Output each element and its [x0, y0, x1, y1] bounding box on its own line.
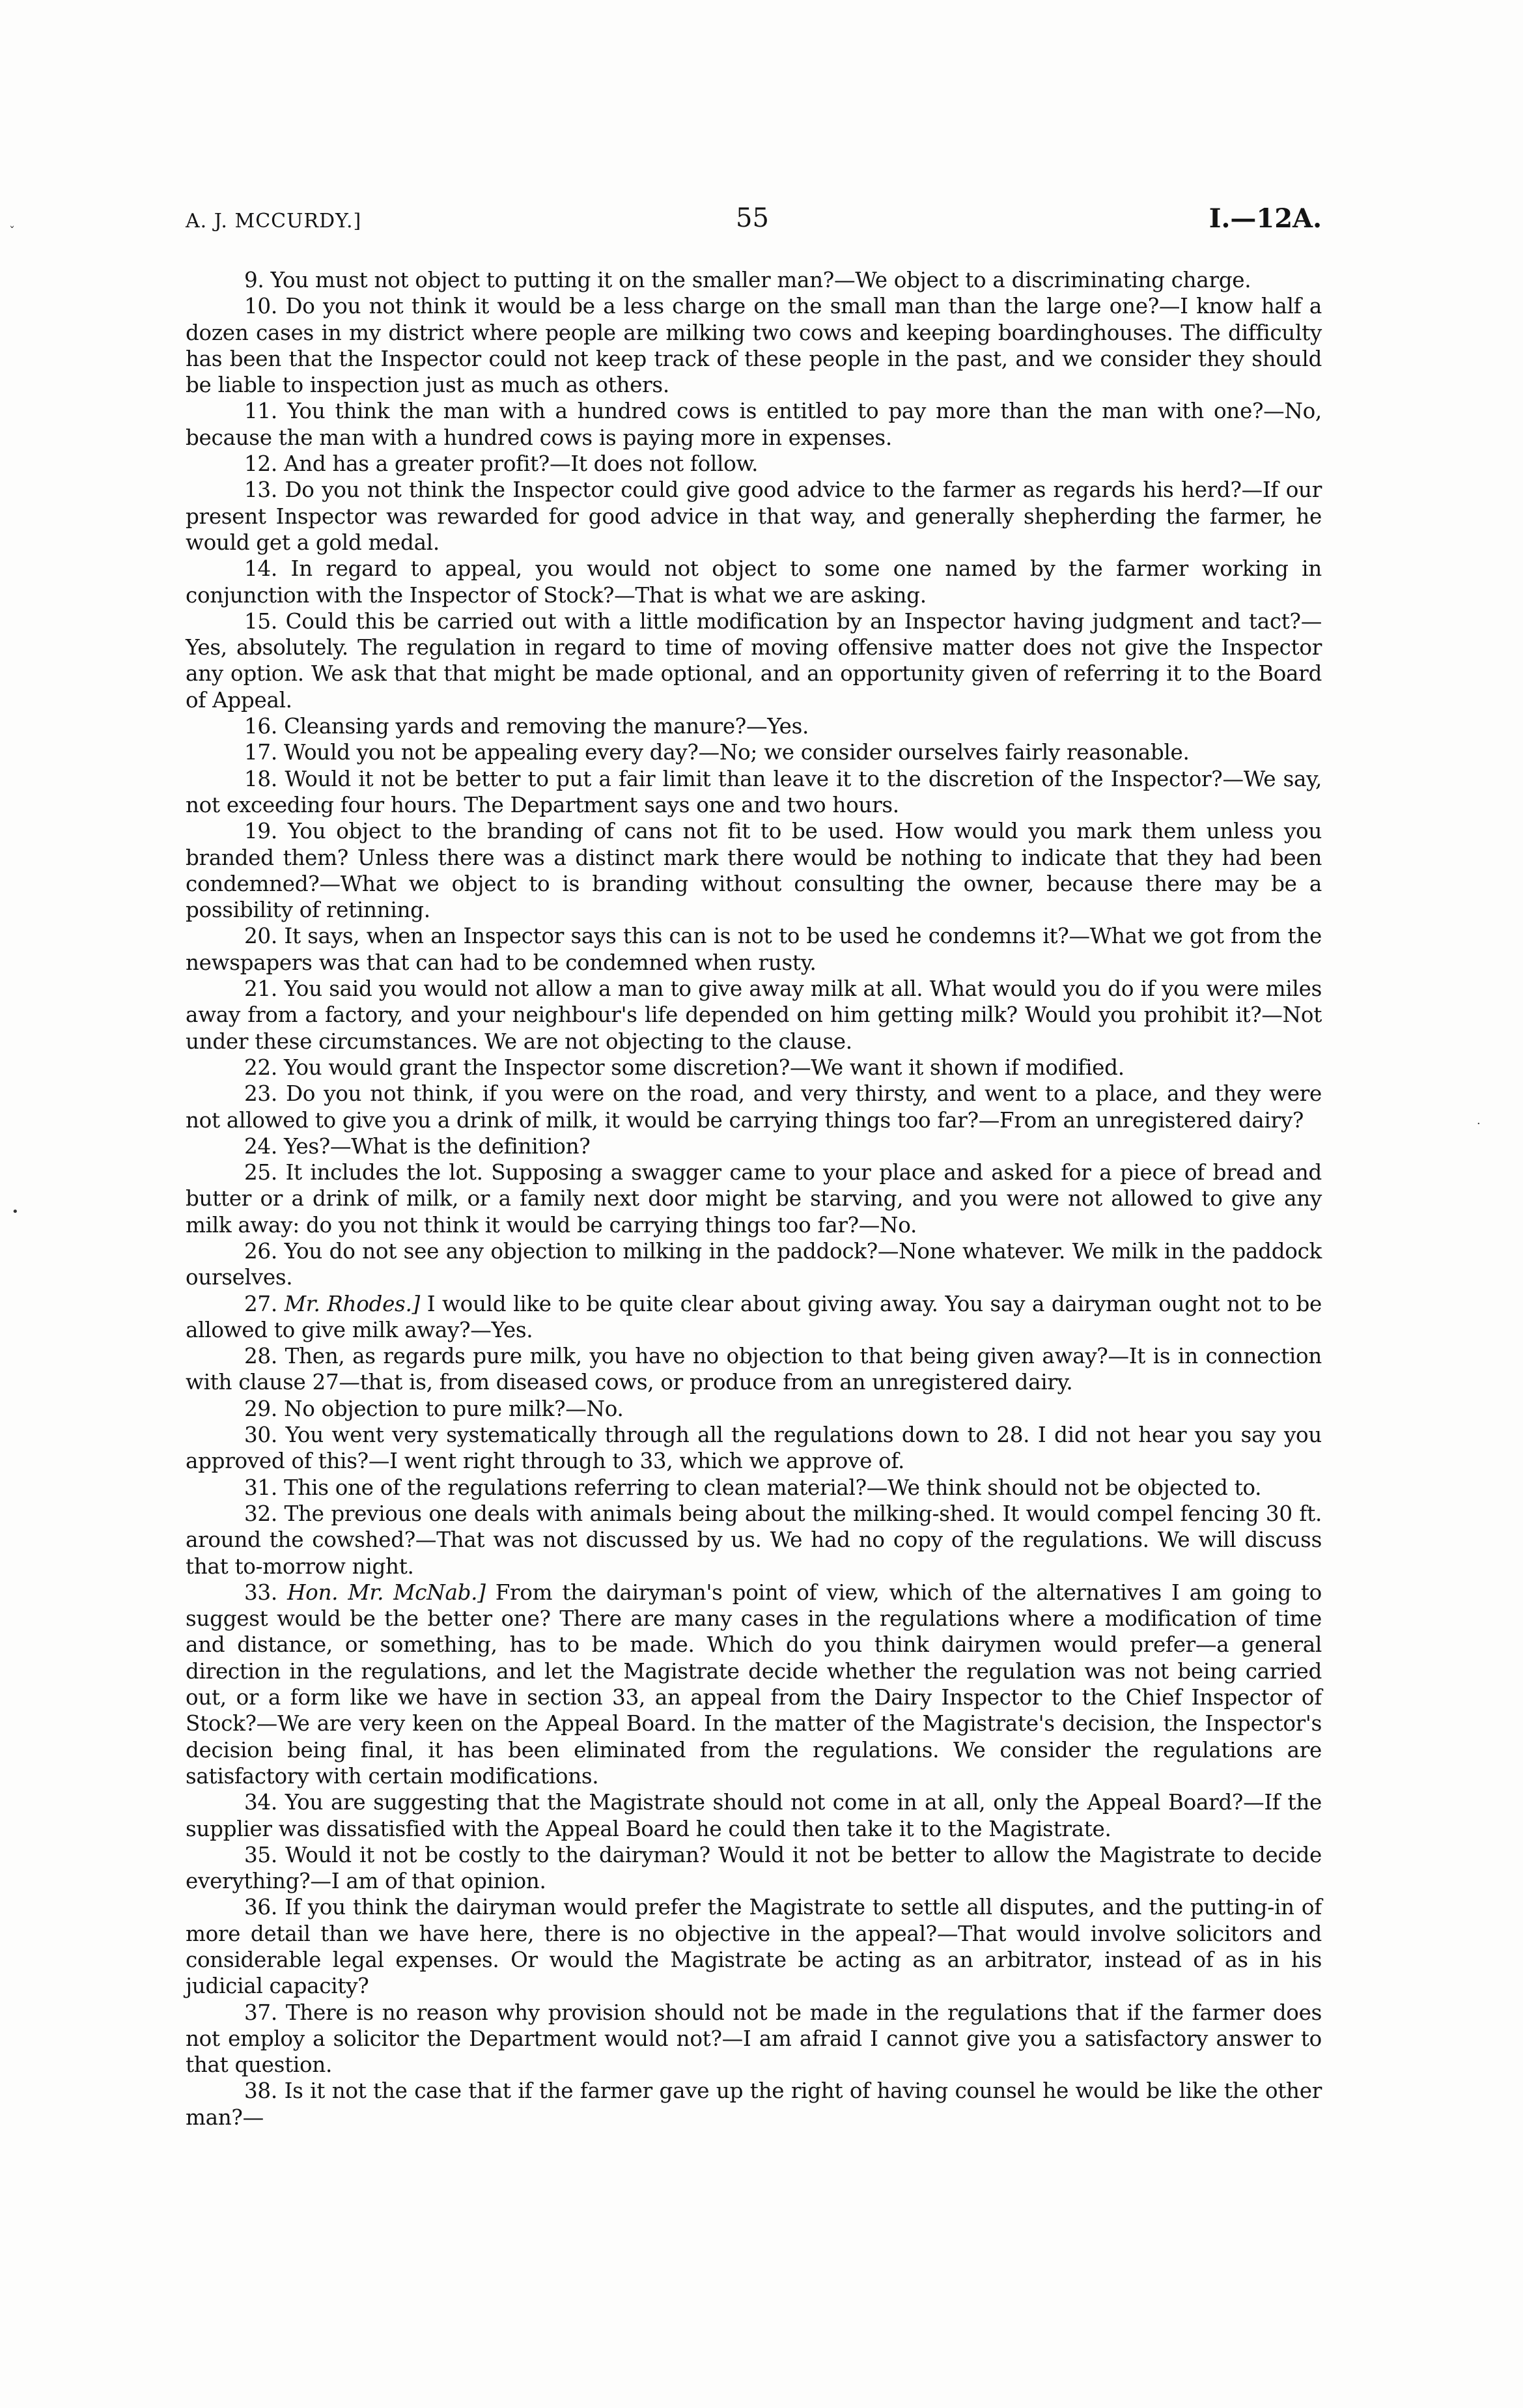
question-answer-text: You think the man with a hundred cows is entitled to pay more than the man with one?—No, because the man with a hundred cows is paying more in expenses. — [186, 399, 1322, 450]
question-answer-text: Do you not think it would be a less charge on the small man than the large one?—I know half a dozen cases in my district where people are milking two cows and keeping boardinghouses. The difficulty has been that the Inspector could not keep track of these people in the past, and we consider they should be liable to inspection just as much as others. — [186, 294, 1322, 398]
question-answer-text: It includes the lot. Supposing a swagger came to your place and asked for a piece of bread and butter or a drink of milk, or a family next door might be starving, and you were not allowed to give any milk away: do you not think it would be carrying things too far?—No. — [186, 1160, 1322, 1238]
question-answer-paragraph — [186, 1894, 1322, 1999]
question-answer-text: You must not object to putting it on the smaller man?—We object to a discriminating charge. — [270, 268, 1251, 292]
question-answer-text: Would you not be appealing every day?—No; we consider ourselves fairly reasonable. — [283, 740, 1190, 765]
speaker-name: Hon. Mr. McNab.] — [287, 1579, 486, 1605]
question-answer-text: There is no reason why provision should not be made in the regulations that if the farmer does not employ a solicitor the Department would not?—I am afraid I cannot give you a satisfactory answer to that question. — [186, 2000, 1322, 2078]
question-answer-paragraph — [186, 477, 1322, 556]
question-answer-paragraph — [186, 1789, 1322, 1842]
question-number: 31. — [244, 1475, 277, 1500]
question-number: 23. — [244, 1081, 277, 1107]
question-answer-paragraph — [186, 1396, 1322, 1422]
question-answer-text: This one of the regulations referring to clean material?—We think should not be objected to. — [283, 1475, 1262, 1500]
question-number: 20. — [244, 924, 277, 949]
question-answer-paragraph — [186, 398, 1322, 451]
question-number: 19. — [244, 819, 277, 844]
question-number: 11. — [244, 399, 277, 424]
question-answer-text: You would grant the Inspector some discretion?—We want it shown if modified. — [283, 1055, 1125, 1080]
question-answer-text: If you think the dairyman would prefer the Magistrate to settle all disputes, and the putting-in of more detail than we have here, there is no objective in the appeal?—That would involve solicitors and considerable legal expenses. Or would the Magistrate be acting as an arbitrator, instead of as in his judicial capacity? — [186, 1895, 1322, 1999]
question-answer-text: Yes?—What is the definition? — [283, 1133, 591, 1159]
question-answer-paragraph — [186, 1133, 1322, 1159]
margin-mark: • — [12, 1205, 19, 1219]
question-answer-text: You said you would not allow a man to give away milk at all. What would you do if you were miles away from a factory, and your neighbour's life depended on him getting milk? Would you prohibit it?—Not under these circumstances. We are not objecting to the clause. — [186, 976, 1322, 1054]
question-number: 9. — [244, 268, 264, 292]
question-answer-paragraph — [186, 923, 1322, 976]
question-answer-text: Would it not be costly to the dairyman? Would it not be better to allow the Magistrate to decide everything?—I am of that opinion. — [186, 1842, 1322, 1894]
question-number: 28. — [244, 1344, 277, 1369]
question-number: 34. — [244, 1790, 277, 1815]
question-answer-text: Then, as regards pure milk, you have no objection to that being given away?—It is in connection with clause 27—that is, from diseased cows, or produce from an unregistered dairy. — [186, 1344, 1322, 1395]
question-answer-text: Do you not think, if you were on the road, and very thirsty, and went to a place, and they were not allowed to give you a drink of milk, it would be carrying things too far?—From an unregistered dairy? — [186, 1081, 1322, 1133]
question-answer-paragraph — [186, 1501, 1322, 1579]
question-number: 27. — [244, 1291, 277, 1316]
question-number: 36. — [244, 1895, 277, 1920]
question-number: 22. — [244, 1055, 277, 1080]
question-answer-paragraph — [186, 818, 1322, 923]
question-answer-text: You went very systematically through all the regulations down to 28. I did not hear you say you approved of this?—I went right through to 33, which we approve of. — [186, 1423, 1322, 1474]
question-answer-paragraph — [186, 1159, 1322, 1238]
question-number: 13. — [244, 477, 277, 503]
question-answer-text: You object to the branding of cans not fit to be used. How would you mark them unless you branded them? Unless there was a distinct mark there would be nothing to indicate that they had been condemned?—What we object to is branding without consulting the owner, because there may be a possibility of retinning. — [186, 819, 1322, 923]
question-number: 30. — [244, 1423, 277, 1448]
question-number: 35. — [244, 1842, 277, 1867]
question-answer-paragraph — [186, 556, 1322, 608]
question-answer-text: In regard to appeal, you would not object to some one named by the farmer working in conjunction with the Inspector of Stock?—That is what we are asking. — [186, 556, 1322, 608]
question-number: 33. — [244, 1579, 277, 1605]
question-answer-text: Cleansing yards and removing the manure?—Yes. — [283, 714, 809, 739]
document-reference: I.—12A. — [1209, 203, 1322, 234]
question-answer-paragraph — [186, 2078, 1322, 2131]
question-answer-paragraph — [186, 2000, 1322, 2078]
question-number: 17. — [244, 740, 277, 765]
question-number: 15. — [244, 608, 277, 634]
question-answer-paragraph — [186, 267, 1322, 293]
question-answer-text: Is it not the case that if the farmer gave up the right of having counsel he would be like the other man?— — [186, 2078, 1322, 2130]
question-answer-text: You are suggesting that the Magistrate should not come in at all, only the Appeal Board?—If the supplier was dissatisfied with the Appeal Board he could then take it to the Magistrate. — [186, 1790, 1322, 1841]
question-number: 29. — [244, 1396, 277, 1421]
margin-mark: ˇ — [9, 225, 15, 238]
question-number: 12. — [244, 451, 277, 477]
question-number: 18. — [244, 766, 277, 791]
question-answer-text: Could this be carried out with a little modification by an Inspector having judgment and tact?—Yes, absolutely. The regulation in regard to time of moving offensive matter does not give the Inspector any option. We ask that that might be made optional, and an opportunity given of referring it to the Board of Appeal. — [186, 608, 1322, 713]
question-answer-text: Do you not think the Inspector could give good advice to the farmer as regards his herd?—If our present Inspector was rewarded for good advice in that way, and generally shepherding the farmer, he would get a gold medal. — [186, 477, 1322, 555]
question-number: 16. — [244, 714, 277, 739]
question-answer-paragraph — [186, 1842, 1322, 1895]
question-answer-paragraph — [186, 1579, 1322, 1789]
question-answer-text: From the dairyman's point of view, which of the alternatives I am going to suggest would be the better one? There are many cases in the regulations where a modification of time and distance, or something, has to be made. Which do you think dairymen would prefer—a general direction in the regulations, and let the Magistrate decide whether the regulation was not being carried out, or a form like we have in section 33, an appeal from the Dairy Inspector to the Chief Inspector of Stock?—We are very keen on the Appeal Board. In the matter of the Magistrate's decision, the Inspector's decision being final, it has been eliminated from the regulations. We consider the regulations are satisfactory with certain modifications. — [186, 1579, 1322, 1789]
question-number: 25. — [244, 1160, 277, 1185]
question-number: 14. — [244, 556, 277, 582]
speaker-name: Mr. Rhodes.] — [284, 1291, 420, 1316]
question-answer-paragraph — [186, 1055, 1322, 1081]
question-answer-paragraph — [186, 713, 1322, 739]
testimony-body — [186, 267, 1322, 2131]
question-answer-text: The previous one deals with animals being about the milking-shed. It would compel fencing 30 ft. around the cowshed?—That was not discussed by us. We had no copy of the regulations. We will discuss that to-morrow night. — [186, 1501, 1322, 1579]
question-answer-paragraph — [186, 1238, 1322, 1291]
page-number: 55 — [736, 203, 769, 233]
question-answer-text: And has a greater profit?—It does not follow. — [283, 451, 759, 477]
question-number: 26. — [244, 1238, 277, 1264]
question-answer-paragraph — [186, 976, 1322, 1055]
page-header — [186, 203, 1322, 242]
question-answer-text: No objection to pure milk?—No. — [283, 1396, 624, 1421]
question-answer-text: You do not see any objection to milking in the paddock?—None whatever. We milk in the paddock ourselves. — [186, 1238, 1322, 1290]
question-answer-paragraph — [186, 451, 1322, 477]
question-answer-paragraph — [186, 1475, 1322, 1501]
header-witness-name: A. J. MCCURDY.] — [186, 210, 362, 233]
question-number: 32. — [244, 1501, 277, 1526]
question-number: 21. — [244, 976, 277, 1002]
question-number: 10. — [244, 294, 277, 319]
question-number: 37. — [244, 2000, 277, 2025]
question-answer-paragraph — [186, 1343, 1322, 1396]
question-answer-paragraph — [186, 766, 1322, 819]
question-answer-paragraph — [186, 293, 1322, 398]
margin-mark: · — [1477, 1117, 1481, 1131]
question-answer-paragraph — [186, 1081, 1322, 1133]
question-answer-paragraph — [186, 739, 1322, 765]
question-answer-paragraph — [186, 1422, 1322, 1475]
question-number: 24. — [244, 1133, 277, 1159]
question-number: 38. — [244, 2078, 277, 2104]
question-answer-paragraph — [186, 608, 1322, 713]
question-answer-paragraph — [186, 1291, 1322, 1344]
question-answer-text: Would it not be better to put a fair limit than leave it to the discretion of the Inspector?—We say, not exceeding four hours. The Department says one and two hours. — [186, 766, 1322, 817]
question-answer-text: It says, when an Inspector says this can is not to be used he condemns it?—What we got from the newspapers was that can had to be condemned when rusty. — [186, 924, 1322, 975]
question-answer-text: I would like to be quite clear about giving away. You say a dairyman ought not to be allowed to give milk away?—Yes. — [186, 1291, 1322, 1342]
